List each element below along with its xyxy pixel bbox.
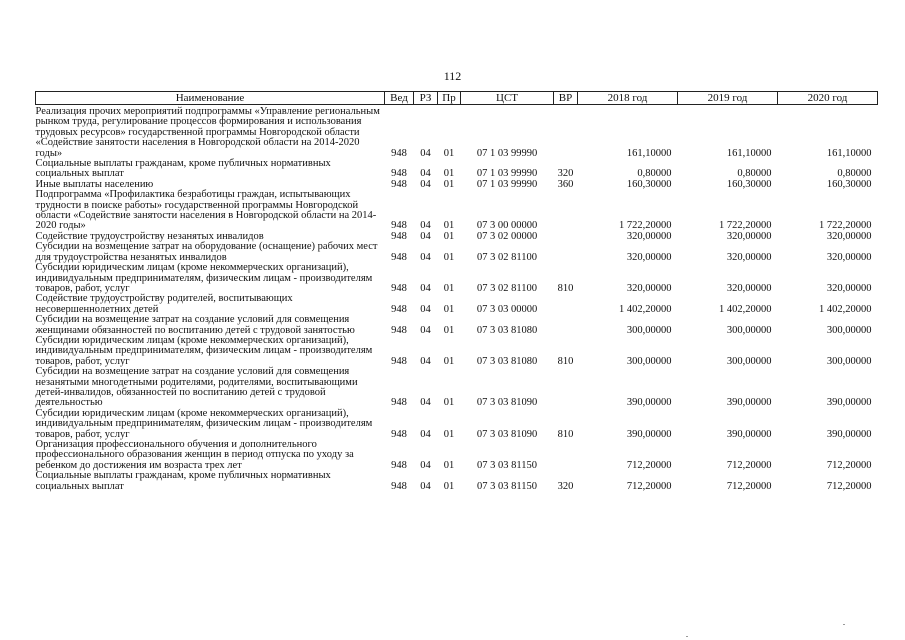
table-cell-2019: 161,10000	[726, 147, 772, 159]
table-cell-cst: 07 3 02 81100	[477, 251, 537, 263]
table-cell-name: Реализация прочих мероприятий подпрограммы «Управление региональным рынком труда, регулирование процессов формирования и использования трудовых ресурсов» государственной программы Новгородской области «Содействие занятости населения в Новгородской области на 2014-2020 годы»	[35, 106, 380, 159]
table-cell-ved: 948	[391, 230, 407, 242]
table-cell-vr: 320	[557, 480, 574, 492]
table-cell-pr: 01	[443, 428, 455, 440]
table-cell-2020: 0,80000	[837, 168, 872, 180]
table-cell-name: Субсидии юридическим лицам (кроме некоммерческих организаций), индивидуальным предпринимателям, физическим лицам - производителям товаров, работ, услуг	[35, 407, 373, 440]
table-cell-vr: 320	[557, 168, 574, 180]
table-cell-rz: 04	[420, 251, 431, 263]
table-cell-ved: 948	[391, 178, 407, 190]
table-cell-vr: 810	[557, 355, 574, 367]
table-cell-name: Подпрограмма «Профилактика безработицы граждан, испытывающих трудности в поиске работы» государственной программы Новгородской области «Содействие занятости населения в Новгородской области на 2014-2020 годы»	[35, 189, 377, 232]
table-cell-ved: 948	[391, 397, 407, 409]
table-cell-2019: 712,20000	[726, 459, 772, 471]
table-cell-pr: 01	[443, 324, 455, 336]
table-cell-2019: 320,00000	[726, 282, 772, 294]
table-cell-2018: 0,80000	[637, 168, 672, 180]
table-cell-2019: 390,00000	[726, 428, 772, 440]
table-cell-cst: 07 3 03 81150	[477, 480, 537, 492]
table-cell-cst: 07 1 03 99990	[476, 168, 538, 180]
table-cell-pr: 01	[443, 397, 455, 409]
table-cell-name: Иные выплаты населению	[35, 178, 154, 190]
column-header-2020: 2020 год	[778, 92, 878, 105]
table-cell-pr: 01	[443, 178, 455, 190]
table-cell-rz: 04	[420, 324, 431, 336]
table-cell-pr: 01	[443, 168, 455, 180]
table-cell-2018: 320,00000	[626, 230, 672, 242]
table-cell-ved: 948	[391, 355, 407, 367]
table-header-row	[36, 92, 878, 105]
table-cell-2020: 320,00000	[826, 251, 872, 263]
table-cell-2018: 1 402,20000	[619, 303, 672, 315]
table-cell-name: Субсидии юридическим лицам (кроме некоммерческих организаций), индивидуальным предпринимателям, физическим лицам - производителям товаров, работ, услуг	[35, 262, 373, 294]
table-cell-2019: 300,00000	[726, 355, 772, 367]
table-cell-ved: 948	[391, 324, 407, 336]
column-header-pr: Пр	[438, 92, 461, 105]
table-cell-rz: 04	[420, 355, 431, 367]
table-cell-2020: 390,00000	[826, 428, 872, 440]
table-cell-rz: 04	[420, 459, 431, 471]
table-cell-2018: 1 722,20000	[619, 220, 672, 232]
table-cell-rz: 04	[420, 178, 431, 190]
table-cell-ved: 948	[391, 459, 407, 471]
table-cell-rz: 04	[420, 220, 431, 232]
budget-table	[35, 91, 878, 492]
table-cell-ved: 948	[391, 168, 407, 180]
table-cell-rz: 04	[420, 282, 431, 294]
table-cell-ved: 948	[391, 251, 407, 263]
table-row	[36, 105, 878, 160]
table-cell-pr: 01	[443, 480, 455, 492]
table-cell-2018: 300,00000	[626, 355, 672, 367]
table-cell-2018: 160,30000	[626, 178, 672, 190]
table-cell-cst: 07 3 03 81080	[476, 324, 538, 336]
table-cell-cst: 07 3 02 00000	[476, 230, 538, 242]
table-cell-2020: 320,00000	[826, 230, 872, 242]
table-cell-2019: 712,20000	[726, 480, 772, 492]
table-cell-name: Содействие трудоустройству незанятых инвалидов	[35, 230, 264, 242]
table-cell-2020: 712,20000	[826, 480, 872, 492]
table-cell-rz: 04	[420, 168, 431, 180]
table-cell-cst: 07 3 00 00000	[476, 220, 538, 232]
table-cell-cst: 07 3 03 81150	[477, 459, 537, 471]
table-cell-2018: 390,00000	[626, 397, 672, 409]
table-cell-name: Субсидии на возмещение затрат на создание условий для совмещения женщинами обязанностей по воспитанию детей с трудовой занятостью	[35, 314, 355, 336]
column-header-vr: ВР	[554, 92, 578, 105]
table-cell-2018: 390,00000	[626, 428, 672, 440]
column-header-2019: 2019 год	[678, 92, 778, 105]
table-cell-rz: 04	[420, 480, 431, 492]
table-cell-vr	[554, 294, 578, 315]
table-cell-pr: 01	[443, 220, 455, 232]
table-cell-ved: 948	[391, 303, 407, 315]
table-cell-rz: 04	[420, 230, 431, 242]
table-row	[36, 190, 878, 232]
table-cell-2019: 160,30000	[726, 178, 772, 190]
table-cell-pr: 01	[443, 459, 455, 471]
table-row	[36, 294, 878, 315]
table-cell-vr	[554, 242, 578, 263]
table-cell-2020: 390,00000	[826, 397, 872, 409]
table-cell-vr	[554, 232, 578, 242]
table-cell-2019: 1 722,20000	[719, 220, 772, 232]
table-cell-2020: 1 722,20000	[819, 220, 872, 232]
table-cell-2018: 712,20000	[626, 459, 672, 471]
column-header-2018: 2018 год	[578, 92, 678, 105]
table-cell-cst: 07 3 03 81090	[476, 397, 538, 409]
table-cell-2020: 160,30000	[826, 178, 872, 190]
table-row	[36, 440, 878, 471]
table-cell-pr: 01	[443, 282, 455, 294]
column-header-ved: Вед	[385, 92, 414, 105]
table-row	[36, 336, 878, 367]
page-number: 112	[443, 69, 462, 83]
scan-dot	[843, 624, 845, 625]
table-cell-2019: 390,00000	[726, 397, 772, 409]
table-cell-name: Организация профессионального обучения и дополнительного профессионального образования женщин в период отпуска по уходу за ребенком до достижения им возраста трех лет	[35, 439, 354, 471]
table-cell-2020: 161,10000	[826, 147, 872, 159]
table-cell-ved: 948	[391, 147, 407, 159]
scan-dot	[686, 636, 688, 637]
table-cell-vr	[554, 440, 578, 471]
table-cell-2018: 300,00000	[626, 324, 672, 336]
table-cell-rz: 04	[420, 397, 431, 409]
table-cell-2019: 320,00000	[726, 230, 772, 242]
table-cell-2019: 320,00000	[726, 251, 772, 263]
table-cell-2020: 320,00000	[826, 282, 872, 294]
table-cell-vr	[554, 190, 578, 232]
table-cell-pr: 01	[443, 147, 455, 159]
column-header-cst: ЦСТ	[461, 92, 554, 105]
table-cell-ved: 948	[391, 480, 407, 492]
table-cell-ved: 948	[391, 220, 407, 232]
table-body	[36, 105, 878, 493]
table-row	[36, 159, 878, 180]
table-row	[36, 242, 878, 263]
table-cell-name: Социальные выплаты гражданам, кроме публичных нормативных социальных выплат	[35, 470, 331, 492]
table-row	[36, 471, 878, 492]
table-cell-rz: 04	[420, 147, 431, 159]
table-cell-vr	[554, 315, 578, 336]
table-row	[36, 263, 878, 294]
table-cell-cst: 07 3 03 00000	[476, 303, 538, 315]
table-cell-pr: 01	[443, 355, 455, 367]
table-row	[36, 315, 878, 336]
table-cell-cst: 07 3 03 81090	[476, 428, 538, 440]
table-cell-vr: 360	[557, 178, 574, 190]
table-cell-2019: 0,80000	[737, 168, 772, 180]
table-cell-2019: 1 402,20000	[719, 303, 772, 315]
table-cell-cst: 07 1 03 99990	[476, 147, 538, 159]
table-cell-2020: 712,20000	[826, 459, 872, 471]
table-cell-cst: 07 3 03 81080	[476, 355, 538, 367]
table-cell-2020: 300,00000	[826, 355, 872, 367]
table-cell-vr	[554, 367, 578, 409]
table-cell-2020: 300,00000	[826, 324, 872, 336]
table-cell-name: Субсидии на возмещение затрат на оборудование (оснащение) рабочих мест для трудоустройства незанятых инвалидов	[35, 241, 378, 263]
table-cell-vr: 810	[557, 428, 574, 440]
table-cell-pr: 01	[443, 303, 455, 315]
table-cell-rz: 04	[420, 428, 431, 440]
table-cell-2018: 712,20000	[626, 480, 672, 492]
table-cell-2018: 161,10000	[626, 147, 672, 159]
table-cell-2018: 320,00000	[626, 282, 672, 294]
table-cell-vr: 810	[557, 282, 574, 294]
table-cell-pr: 01	[443, 230, 455, 242]
column-header-name: Наименование	[36, 92, 385, 105]
table-cell-rz: 04	[420, 303, 431, 315]
table-cell-2019: 300,00000	[726, 324, 772, 336]
table-cell-ved: 948	[391, 282, 407, 294]
table-row	[36, 367, 878, 409]
table-cell-name: Субсидии юридическим лицам (кроме некоммерческих организаций), индивидуальным предпринимателям, физическим лицам - производителям товаров, работ, услуг	[35, 334, 373, 367]
table-row	[36, 409, 878, 440]
table-cell-2020: 1 402,20000	[819, 303, 872, 315]
table-cell-name: Социальные выплаты гражданам, кроме публичных нормативных социальных выплат	[35, 158, 331, 180]
column-header-rz: РЗ	[414, 92, 438, 105]
table-cell-cst: 07 3 02 81100	[477, 282, 537, 294]
table-cell-name: Субсидии на возмещение затрат на создание условий для совмещения незанятыми многодетными родителями, родителями, воспитывающими детей-инвалидов, обязанностей по воспитанию детей с трудовой деятельностью	[35, 366, 358, 409]
table-cell-2018: 320,00000	[626, 251, 672, 263]
table-cell-vr	[554, 105, 578, 160]
table-cell-cst: 07 1 03 99990	[476, 178, 538, 190]
table-cell-ved: 948	[391, 428, 407, 440]
table-cell-name: Содействие трудоустройству родителей, воспитывающих несовершеннолетних детей	[35, 293, 293, 315]
table-cell-pr: 01	[443, 251, 455, 263]
